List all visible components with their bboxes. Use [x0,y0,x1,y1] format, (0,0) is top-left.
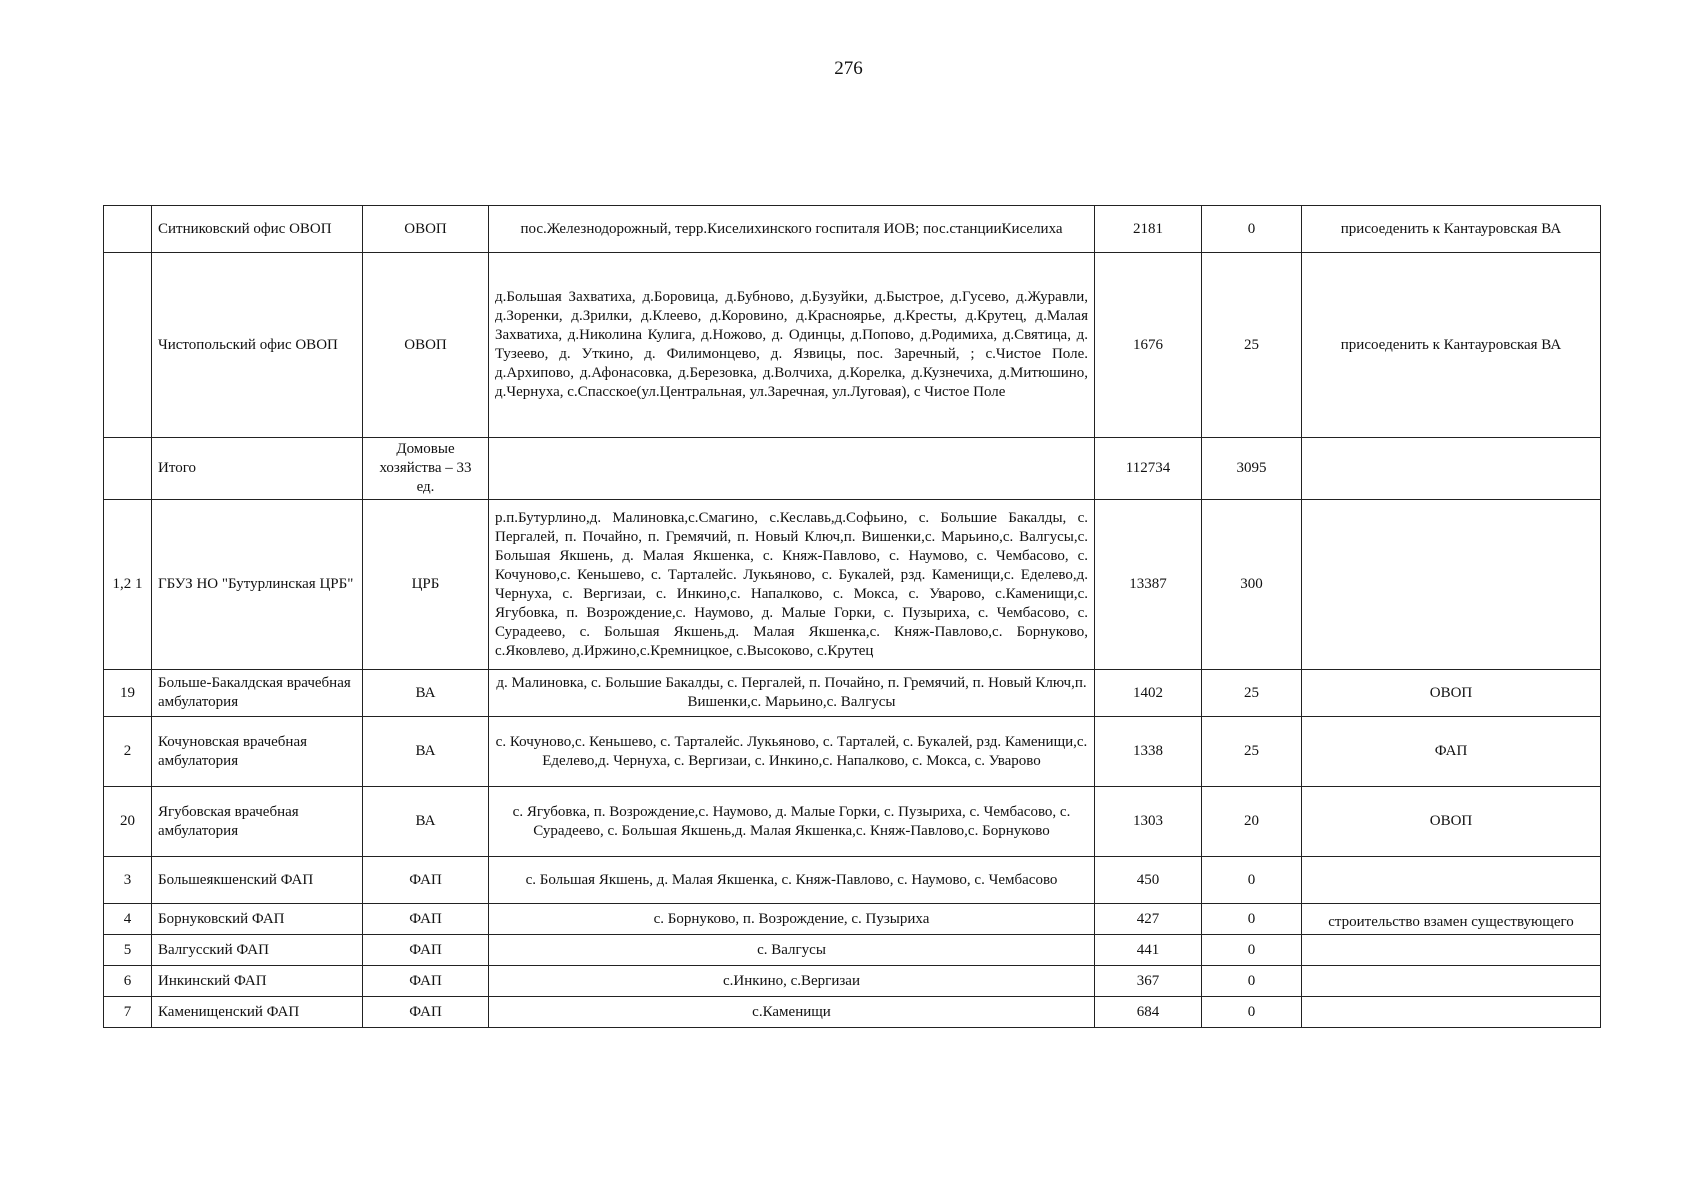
facility-type: ВА [363,670,489,717]
note [1302,997,1601,1028]
count-value: 0 [1202,966,1302,997]
facility-name: Валгусский ФАП [152,935,363,966]
service-area: д.Большая Захватиха, д.Боровица, д.Бубново, д.Бузуйки, д.Быстрое, д.Гусево, д.Журавли, д.Зоренки, д.Зрилки, д.Клеево, д.Коровино, д.Красноярье, д.Кресты, д.Крутец, д.Малая Захватиха, д.Николина Кулига, д.Ножово, д. Одинцы, д.Попово, д.Родимиха, д.Святица, д. Тузеево, д. Уткино, д. Филимонцево, д. Язвицы, пос. Заречный, ; с.Чистое Поле. д.Архипово, д.Афонасовка, д.Березовка, д.Волчиха, д.Корелка, д.Кузнечиха, д.Митюшино, д.Чернуха, с.Спасское(ул.Центральная, ул.Заречная, ул.Луговая), с Чистое Поле [489,253,1095,438]
facility-name: Инкинский ФАП [152,966,363,997]
row-number [104,253,152,438]
facility-name: Ягубовская врачебная амбулатория [152,787,363,857]
table-row [104,935,1601,966]
facility-type: ВА [363,787,489,857]
service-area: с. Борнуково, п. Возрождение, с. Пузыриха [489,904,1095,935]
row-number: 6 [104,966,152,997]
count-value: 300 [1202,500,1302,670]
count-value: 25 [1202,670,1302,717]
note: присоеденить к Кантауровская ВА [1302,206,1601,253]
table-row [104,206,1601,253]
row-number: 2 [104,717,152,787]
note [1302,500,1601,670]
note: ФАП [1302,717,1601,787]
row-number: 3 [104,857,152,904]
population: 13387 [1095,500,1202,670]
row-number: 1,2 1 [104,500,152,670]
facility-type: Домовые хозяйства – 33 ед. [363,438,489,500]
note [1302,935,1601,966]
note: ОВОП [1302,787,1601,857]
facility-type: ФАП [363,966,489,997]
facility-name: Ситниковский офис ОВОП [152,206,363,253]
row-number: 5 [104,935,152,966]
service-area: с. Кочуново,с. Кеньшево, с. Тарталейс. Лукьяново, с. Тарталей, с. Букалей, рзд. Каменищи,с. Еделево,д. Чернуха, с. Вергизаи, с. Инкино,с. Напалково, с. Мокса, с. Уварово [489,717,1095,787]
facility-name: Кочуновская врачебная амбулатория [152,717,363,787]
service-area: с.Каменищи [489,997,1095,1028]
table-row [104,500,1601,670]
row-number: 7 [104,997,152,1028]
population: 367 [1095,966,1202,997]
table-row [104,966,1601,997]
population: 684 [1095,997,1202,1028]
service-area: д. Малиновка, с. Большие Бакалды, с. Пергалей, п. Почайно, п. Гремячий, п. Новый Ключ,п. Вишенки,с. Марьино,с. Валгусы [489,670,1095,717]
facility-type: ЦРБ [363,500,489,670]
table-row [104,438,1601,500]
table-row [104,670,1601,717]
facility-name: Итого [152,438,363,500]
population: 1303 [1095,787,1202,857]
service-area: с. Большая Якшень, д. Малая Якшенка, с. Княж-Павлово, с. Наумово, с. Чембасово [489,857,1095,904]
population: 112734 [1095,438,1202,500]
note [1302,966,1601,997]
facility-type: ФАП [363,997,489,1028]
service-area: с.Инкино, с.Вергизаи [489,966,1095,997]
count-value: 0 [1202,935,1302,966]
facility-table [103,205,1601,1028]
row-number: 4 [104,904,152,935]
service-area: с. Валгусы [489,935,1095,966]
count-value: 0 [1202,857,1302,904]
facility-name: ГБУЗ НО "Бутурлинская ЦРБ" [152,500,363,670]
facility-name: Больше-Бакалдская врачебная амбулатория [152,670,363,717]
facility-name: Чистопольский офис ОВОП [152,253,363,438]
facility-type: ОВОП [363,253,489,438]
table-row [104,717,1601,787]
population: 1676 [1095,253,1202,438]
note [1302,857,1601,904]
count-value: 0 [1202,997,1302,1028]
table-row [104,904,1601,935]
facility-type: ФАП [363,935,489,966]
note [1302,438,1601,500]
service-area: с. Ягубовка, п. Возрождение,с. Наумово, д. Малые Горки, с. Пузыриха, с. Чембасово, с. Сурадеево, с. Большая Якшень,д. Малая Якшенка,с. Княж-Павлово,с. Борнуково [489,787,1095,857]
count-value: 25 [1202,253,1302,438]
table-row [104,253,1601,438]
count-value: 20 [1202,787,1302,857]
service-area: пос.Железнодорожный, терр.Киселихинского госпиталя ИОВ; пос.станцииКиселиха [489,206,1095,253]
table-row [104,997,1601,1028]
population: 427 [1095,904,1202,935]
count-value: 0 [1202,904,1302,935]
service-area [489,438,1095,500]
table-row [104,787,1601,857]
page-number: 276 [834,58,863,79]
population: 1402 [1095,670,1202,717]
service-area: р.п.Бутурлино,д. Малиновка,с.Смагино, с.Кеславь,д.Софьино, с. Большие Бакалды, с. Пергалей, п. Почайно, п. Гремячий, п. Новый Ключ,п. Вишенки,с. Марьино,с. Валгусы,с. Большая Якшень, д. Малая Якшенка, с. Княж-Павлово, с. Наумово, с. Чембасово, с. Кочуново,с. Кеньшево, с. Тарталейс. Лукьяново, с. Букалей, рзд. Каменищи,с. Еделево,д. Чернуха, с. Вергизаи, с. Инкино,с. Напалково, с. Мокса, с. Уварово, с.Каменищи,с. Ягубовка, п. Возрождение,с. Наумово, д. Малые Горки, с. Пузыриха, с. Чембасово, с. Сурадеево, с. Большая Якшень,д. Малая Якшенка,с. Княж-Павлово,с. Борнуково, с.Яковлево, д.Иржино,с.Кремницкое, с.Высоково, с.Крутец [489,500,1095,670]
population: 441 [1095,935,1202,966]
table-row [104,857,1601,904]
row-number [104,206,152,253]
facility-type: ФАП [363,904,489,935]
count-value: 25 [1202,717,1302,787]
facility-type: ОВОП [363,206,489,253]
facility-name: Каменищенский ФАП [152,997,363,1028]
facility-type: ФАП [363,857,489,904]
facility-type: ВА [363,717,489,787]
population: 2181 [1095,206,1202,253]
row-number [104,438,152,500]
note: строительство взамен существующего [1302,904,1601,935]
facility-name: Большеякшенский ФАП [152,857,363,904]
population: 450 [1095,857,1202,904]
note: ОВОП [1302,670,1601,717]
count-value: 3095 [1202,438,1302,500]
count-value: 0 [1202,206,1302,253]
row-number: 20 [104,787,152,857]
facility-name: Борнуковский ФАП [152,904,363,935]
note: присоеденить к Кантауровская ВА [1302,253,1601,438]
population: 1338 [1095,717,1202,787]
row-number: 19 [104,670,152,717]
